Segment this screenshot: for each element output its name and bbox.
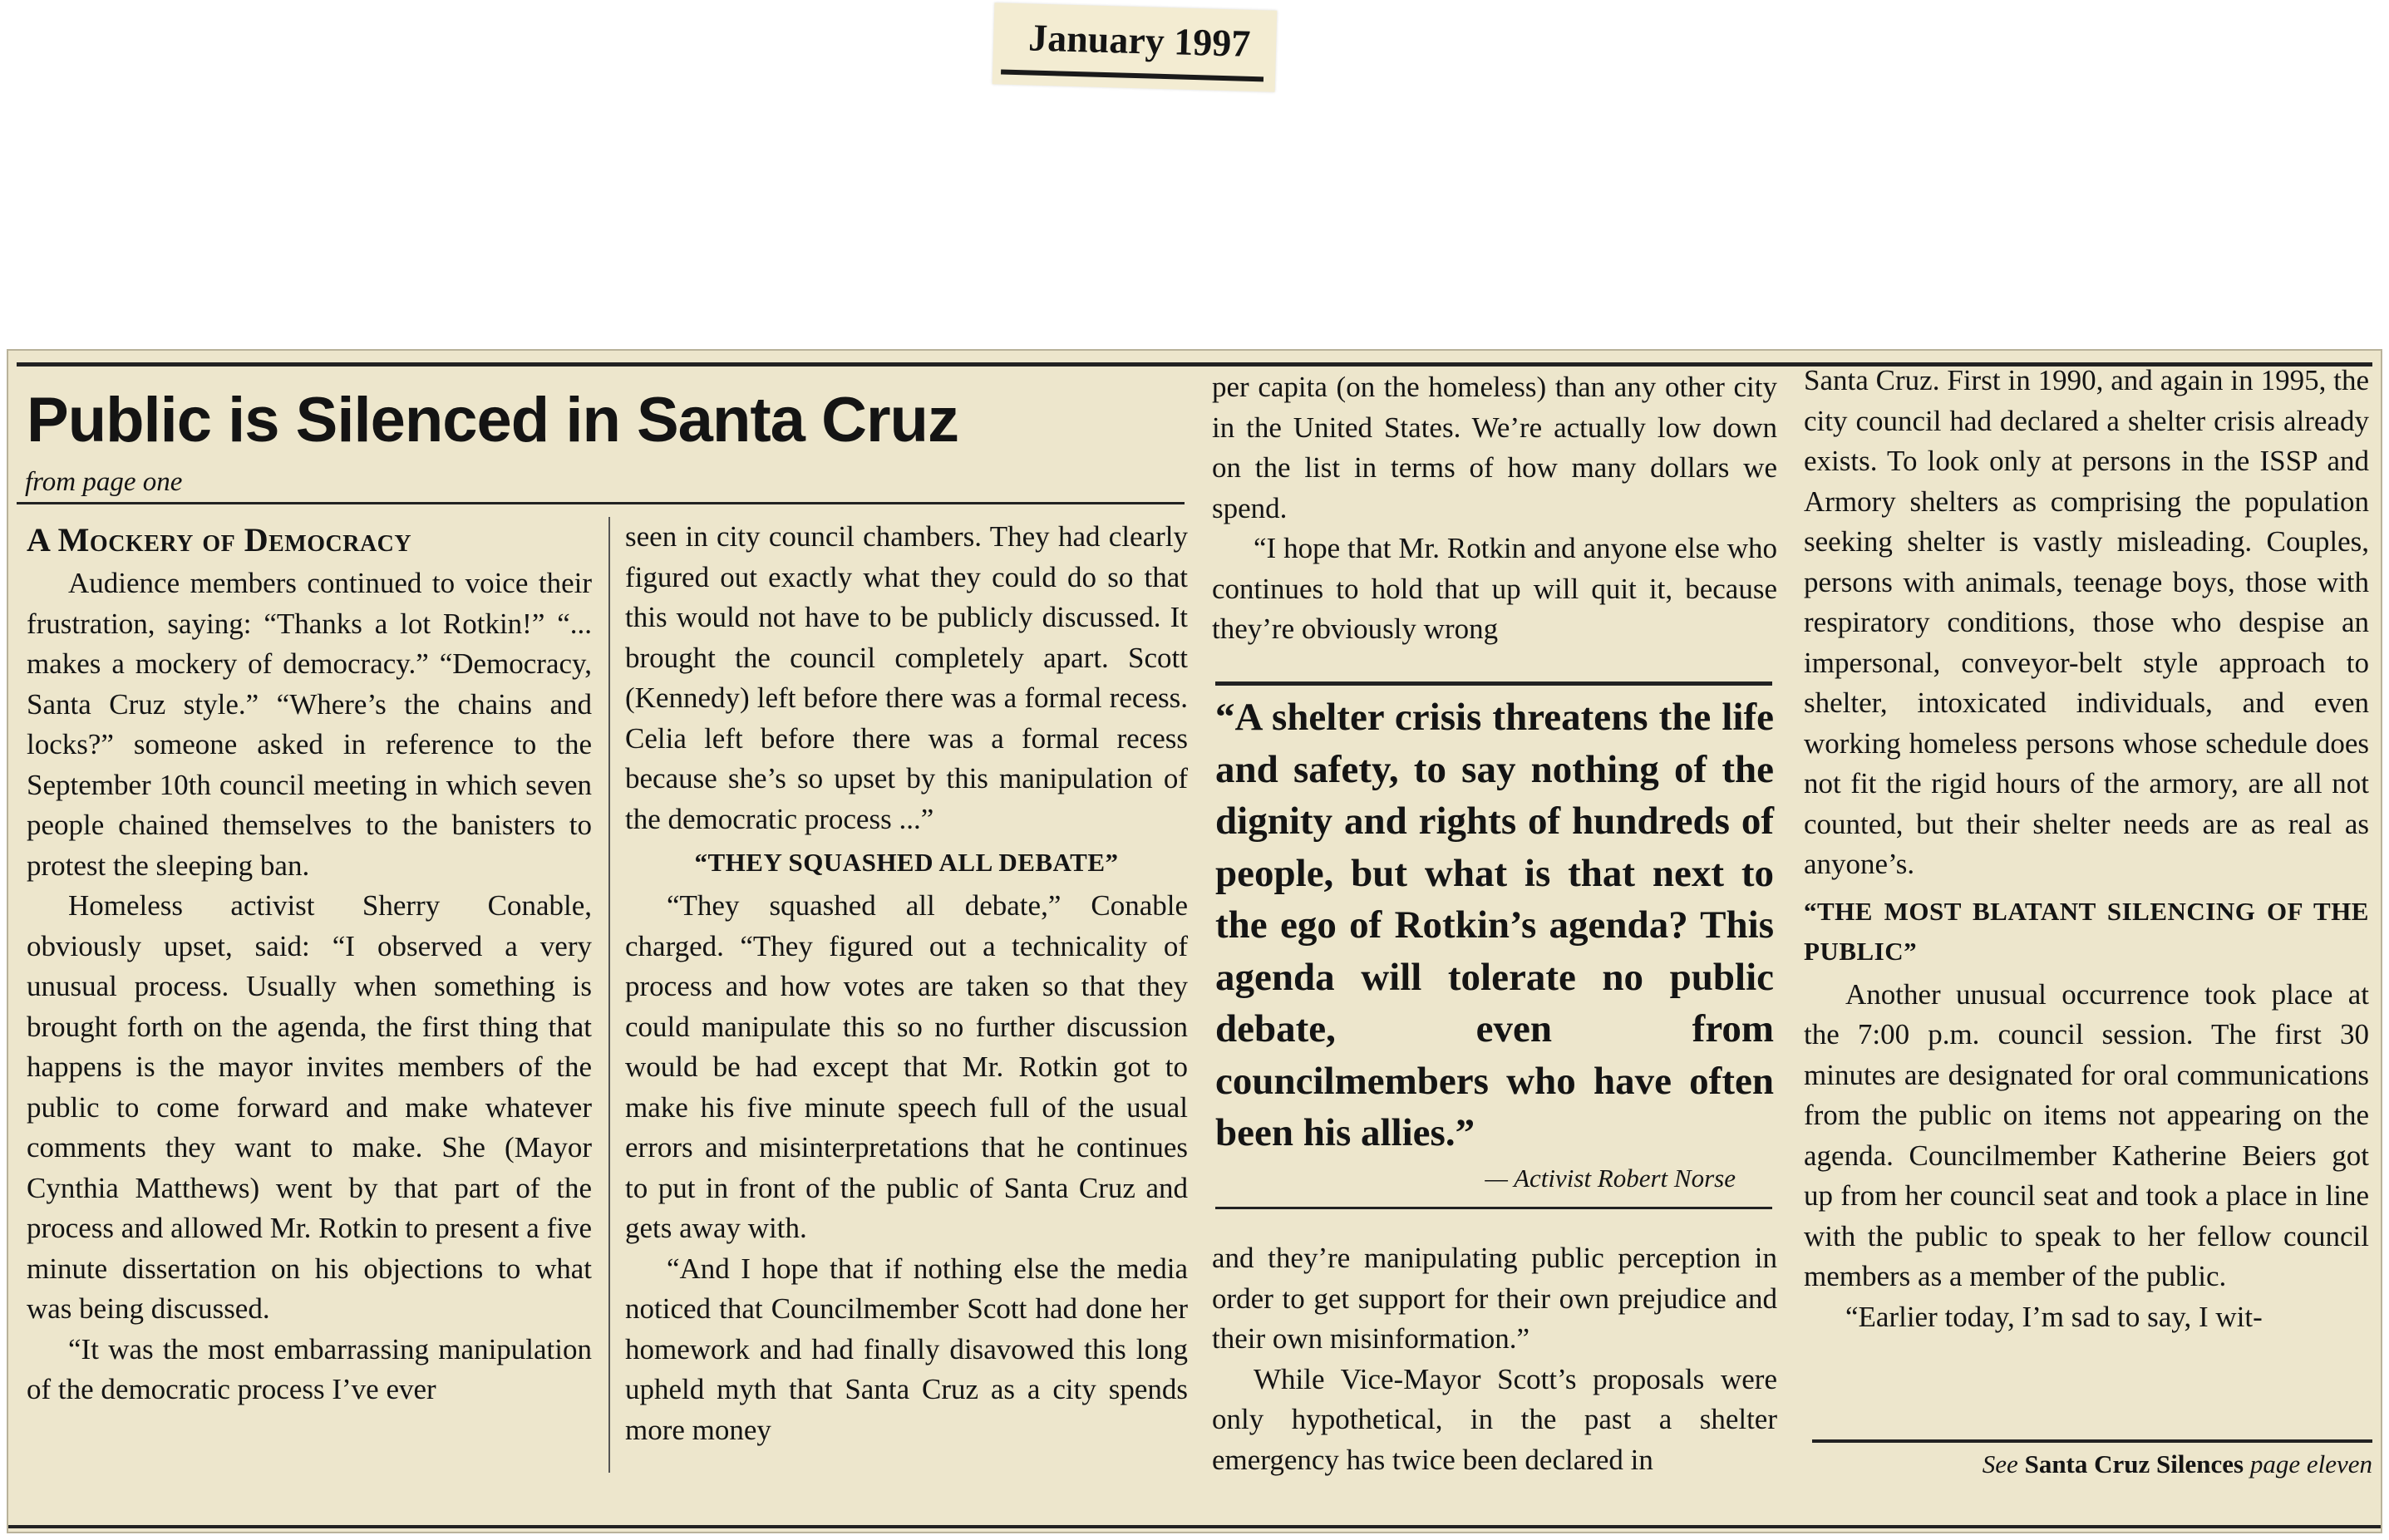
paragraph: Homeless activist Sherry Conable, obviously upset, said: “I observed a very unusual process. Usually when something is brought forth on the agenda, the first thing that happens is the mayor invites members of the public to come forward and make whatever comments they want to make. She (Mayor Cynthia Matthews) went by that part of the process and allowed Mr. Rotkin to present a five minute dissertation on his objections to what was being discussed.: [27, 889, 592, 1325]
column-4: [1804, 361, 2369, 1337]
continuation-rule: [1812, 1439, 2372, 1443]
pull-quote: “A shelter crisis threatens the life and safety, to say nothing of the dignity and rights of hundreds of people, but what is that next to the ego of Rotkin’s agenda? This agenda will tolerate no public debate, even from councilmembers who have often been his allies.”: [1215, 696, 1774, 1154]
from-page-label: from page one: [25, 467, 183, 497]
paragraph: “It was the most embarrassing manipulation of the democratic process I’ve ever: [27, 1332, 592, 1405]
column-3-top: [1212, 367, 1777, 650]
paragraph: Santa Cruz. First in 1990, and again in 1995, the city council had declared a shelter crisis already exists. To look only at persons in the ISSP and Armory shelters as comprising the population seeking shelter is vastly misleading. Couples, persons with animals, teenage boys, those with respiratory conditions, those who despise an impersonal, conveyor-belt style approach to shelter, intoxicated individuals, and even working homeless persons whose schedule does not fit the rigid hours of the armory, are all not counted, but their shelter needs are as real as anyone’s.: [1804, 364, 2369, 880]
paragraph: “I hope that Mr. Rotkin and anyone else who continues to hold that up will quit it, because they’re obviously wrong: [1212, 532, 1777, 645]
paragraph: per capita (on the homeless) than any other city in the United States. We’re actually low down on the list in terms of how many dollars we spend.: [1212, 371, 1777, 524]
paragraph: Another unusual occurrence took place at the 7:00 p.m. council session. The first 30 minutes are designated for oral communications from the public on items not appearing on the agenda. Councilmember Katherine Beiers got up from her council seat and took a place in line with the public to speak to her fellow council members as a member of the public.: [1804, 977, 2369, 1292]
pull-quote-attribution: — Activist Robert Norse: [1485, 1164, 1736, 1193]
continuation-line: [1812, 1449, 2372, 1479]
paragraph: “Earlier today, I’m sad to say, I wit-: [1845, 1300, 2263, 1333]
date-underline: [1001, 70, 1263, 82]
column-2: [625, 517, 1188, 1450]
paragraph: and they’re manipulating public perception in order to get support for their own prejudice and their own misinformation.”: [1212, 1242, 1777, 1355]
section-heading-blatant: “THE MOST BLATANT SILENCING OF THE PUBLIC”: [1804, 896, 2369, 966]
column-3-bottom: [1212, 1238, 1777, 1480]
column-1: [27, 517, 592, 1410]
paragraph: “And I hope that if nothing else the media noticed that Councilmember Scott had done her homework and had finally disavowed this long upheld myth that Santa Cruz as a city spends more money: [625, 1252, 1188, 1446]
date-label: January 1997: [1027, 16, 1251, 65]
pull-quote-top-rule: [1215, 681, 1772, 686]
column-divider: [608, 517, 610, 1473]
section-heading-mockery: A Mockery of Democracy: [27, 521, 412, 558]
date-clipping: [993, 2, 1278, 91]
article-headline: Public is Silenced in Santa Cruz: [27, 385, 958, 455]
section-heading-squashed: “THEY SQUASHED ALL DEBATE”: [694, 848, 1119, 877]
paragraph: While Vice-Mayor Scott’s proposals were only hypothetical, in the past a shelter emergency has twice been declared in: [1212, 1362, 1777, 1476]
paragraph: seen in city council chambers. They had clearly figured out exactly what they could do so that this would not have to be publicly discussed. It brought the council completely apart. Scott (Kennedy) left before there was a formal recess. Celia left before there was a formal recess because she’s so upset by this manipulation of the democratic process ...”: [625, 520, 1188, 835]
newspaper-clipping: [7, 349, 2382, 1533]
bottom-rule: [8, 1525, 2381, 1528]
paragraph: “They squashed all debate,” Conable charged. “They figured out a technicality of process and how votes are taken so that they could manipulate this so no further discussion would be had except that Mr. Rotkin got to make his five minute speech full of the usual errors and misinterpretations that he continues to put in front of the public of Santa Cruz and gets away with.: [625, 889, 1188, 1244]
pull-quote-bottom-rule: [1215, 1207, 1772, 1209]
continuation-target: Santa Cruz Silences: [2024, 1449, 2244, 1478]
paragraph: Audience members continued to voice their frustration, saying: “Thanks a lot Rotkin!” “... makes a mockery of democracy.” “Democracy, Santa Cruz style.” “Where’s the chains and locks?” someone asked in reference to the September 10th council meeting in which seven people chained themselves to the banisters to protest the sleeping ban.: [27, 567, 592, 882]
continuation-page: page eleven: [2249, 1449, 2372, 1478]
continuation-see: See: [1982, 1449, 2018, 1478]
headline-rule: [17, 502, 1185, 504]
